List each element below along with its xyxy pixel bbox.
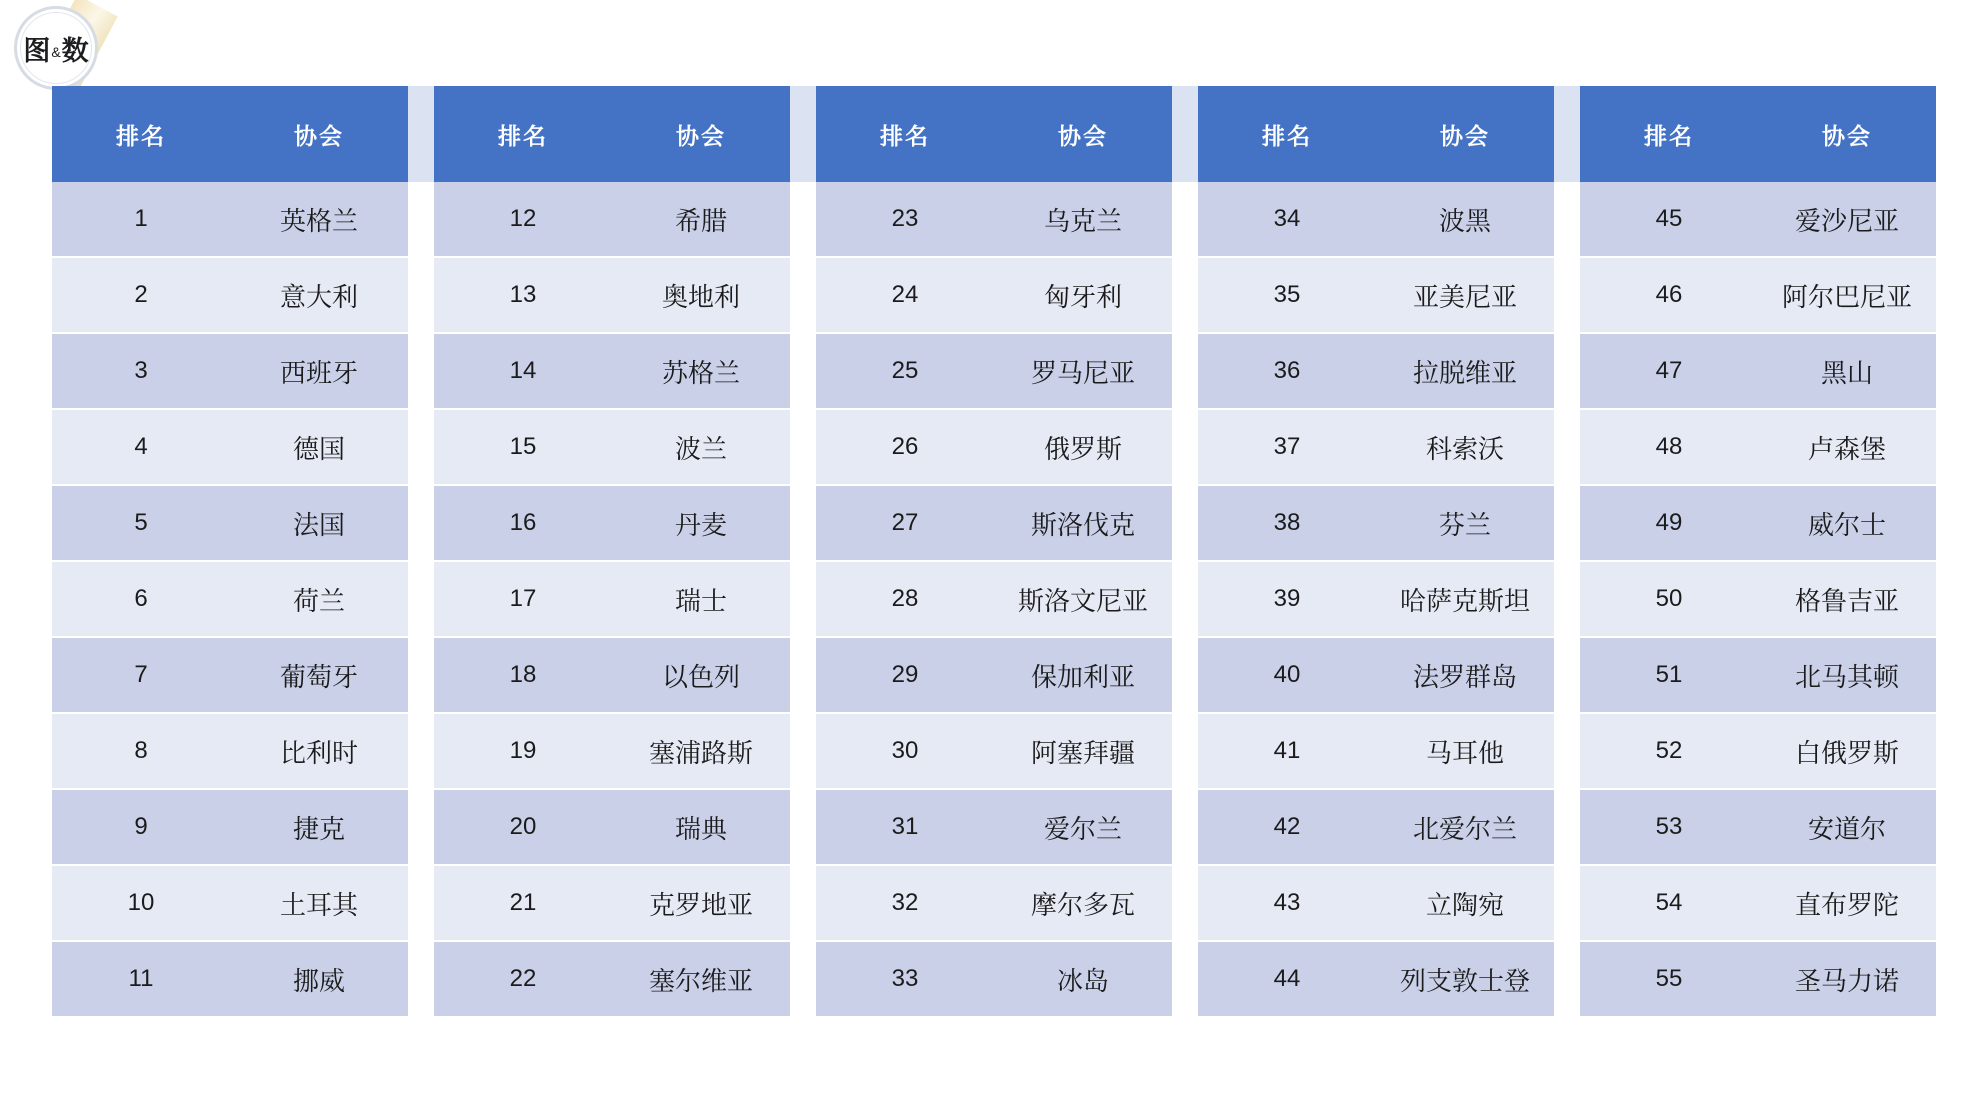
cell-association: 卢森堡 <box>1758 410 1936 486</box>
row-gap <box>790 486 816 562</box>
cell-rank: 9 <box>52 790 230 866</box>
row-gap <box>1554 790 1580 866</box>
cell-rank: 22 <box>434 942 612 1018</box>
cell-association: 以色列 <box>612 638 790 714</box>
row-gap <box>1554 486 1580 562</box>
row-gap <box>1172 182 1198 258</box>
table-header <box>52 86 1936 182</box>
cell-rank: 14 <box>434 334 612 410</box>
cell-association: 直布罗陀 <box>1758 866 1936 942</box>
cell-association: 乌克兰 <box>994 182 1172 258</box>
row-gap <box>790 410 816 486</box>
cell-association: 黑山 <box>1758 334 1936 410</box>
cell-association: 瑞典 <box>612 790 790 866</box>
cell-rank: 55 <box>1580 942 1758 1018</box>
cell-rank: 23 <box>816 182 994 258</box>
cell-rank: 30 <box>816 714 994 790</box>
cell-rank: 49 <box>1580 486 1758 562</box>
cell-rank: 34 <box>1198 182 1376 258</box>
cell-association: 英格兰 <box>230 182 408 258</box>
row-gap <box>1554 866 1580 942</box>
row-gap <box>408 714 434 790</box>
row-gap <box>408 410 434 486</box>
table-row <box>52 562 1936 638</box>
logo-text-left: 图 <box>23 35 51 66</box>
cell-rank: 52 <box>1580 714 1758 790</box>
row-gap <box>1172 334 1198 410</box>
header-rank-3: 排名 <box>816 86 994 182</box>
cell-rank: 11 <box>52 942 230 1018</box>
cell-rank: 29 <box>816 638 994 714</box>
cell-association: 哈萨克斯坦 <box>1376 562 1554 638</box>
cell-rank: 44 <box>1198 942 1376 1018</box>
cell-association: 北爱尔兰 <box>1376 790 1554 866</box>
cell-rank: 45 <box>1580 182 1758 258</box>
header-rank-1: 排名 <box>52 86 230 182</box>
cell-association: 克罗地亚 <box>612 866 790 942</box>
logo-text <box>14 6 98 90</box>
row-gap <box>790 258 816 334</box>
table-row <box>52 334 1936 410</box>
cell-rank: 46 <box>1580 258 1758 334</box>
cell-association: 荷兰 <box>230 562 408 638</box>
cell-association: 芬兰 <box>1376 486 1554 562</box>
cell-association: 挪威 <box>230 942 408 1018</box>
cell-rank: 50 <box>1580 562 1758 638</box>
cell-association: 立陶宛 <box>1376 866 1554 942</box>
cell-rank: 54 <box>1580 866 1758 942</box>
cell-association: 丹麦 <box>612 486 790 562</box>
cell-rank: 27 <box>816 486 994 562</box>
cell-rank: 16 <box>434 486 612 562</box>
cell-rank: 8 <box>52 714 230 790</box>
cell-rank: 24 <box>816 258 994 334</box>
cell-rank: 41 <box>1198 714 1376 790</box>
row-gap <box>408 638 434 714</box>
cell-association: 白俄罗斯 <box>1758 714 1936 790</box>
cell-rank: 43 <box>1198 866 1376 942</box>
cell-rank: 1 <box>52 182 230 258</box>
row-gap <box>1554 334 1580 410</box>
cell-association: 德国 <box>230 410 408 486</box>
cell-rank: 26 <box>816 410 994 486</box>
cell-rank: 32 <box>816 866 994 942</box>
row-gap <box>1554 258 1580 334</box>
cell-association: 奥地利 <box>612 258 790 334</box>
cell-rank: 15 <box>434 410 612 486</box>
cell-rank: 20 <box>434 790 612 866</box>
cell-association: 保加利亚 <box>994 638 1172 714</box>
header-association-3: 协会 <box>994 86 1172 182</box>
cell-rank: 33 <box>816 942 994 1018</box>
header-rank-5: 排名 <box>1580 86 1758 182</box>
row-gap <box>1554 942 1580 1018</box>
row-gap <box>408 182 434 258</box>
row-gap <box>790 942 816 1018</box>
cell-association: 波黑 <box>1376 182 1554 258</box>
cell-association: 冰岛 <box>994 942 1172 1018</box>
cell-rank: 10 <box>52 866 230 942</box>
cell-association: 摩尔多瓦 <box>994 866 1172 942</box>
row-gap <box>1172 714 1198 790</box>
cell-association: 捷克 <box>230 790 408 866</box>
cell-association: 土耳其 <box>230 866 408 942</box>
cell-rank: 4 <box>52 410 230 486</box>
cell-rank: 12 <box>434 182 612 258</box>
cell-association: 法国 <box>230 486 408 562</box>
cell-association: 罗马尼亚 <box>994 334 1172 410</box>
cell-association: 圣马力诺 <box>1758 942 1936 1018</box>
cell-association: 塞尔维亚 <box>612 942 790 1018</box>
cell-rank: 47 <box>1580 334 1758 410</box>
cell-rank: 31 <box>816 790 994 866</box>
row-gap <box>1554 410 1580 486</box>
table-row <box>52 410 1936 486</box>
row-gap <box>1172 790 1198 866</box>
table-row <box>52 790 1936 866</box>
table-row <box>52 942 1936 1018</box>
cell-association: 威尔士 <box>1758 486 1936 562</box>
row-gap <box>1172 638 1198 714</box>
cell-association: 爱沙尼亚 <box>1758 182 1936 258</box>
cell-association: 亚美尼亚 <box>1376 258 1554 334</box>
cell-rank: 28 <box>816 562 994 638</box>
header-gap <box>790 86 816 182</box>
cell-rank: 38 <box>1198 486 1376 562</box>
row-gap <box>790 638 816 714</box>
row-gap <box>790 182 816 258</box>
cell-rank: 18 <box>434 638 612 714</box>
row-gap <box>1554 714 1580 790</box>
cell-rank: 51 <box>1580 638 1758 714</box>
cell-association: 安道尔 <box>1758 790 1936 866</box>
header-gap <box>1554 86 1580 182</box>
cell-rank: 35 <box>1198 258 1376 334</box>
header-association-5: 协会 <box>1758 86 1936 182</box>
row-gap <box>1172 562 1198 638</box>
cell-association: 意大利 <box>230 258 408 334</box>
row-gap <box>408 790 434 866</box>
cell-rank: 42 <box>1198 790 1376 866</box>
logo-text-right: 数 <box>61 35 89 66</box>
table-body <box>52 182 1936 1018</box>
table-row <box>52 182 1936 258</box>
row-gap <box>1172 866 1198 942</box>
cell-rank: 39 <box>1198 562 1376 638</box>
cell-rank: 13 <box>434 258 612 334</box>
cell-rank: 5 <box>52 486 230 562</box>
table-row <box>52 258 1936 334</box>
row-gap <box>790 866 816 942</box>
row-gap <box>408 258 434 334</box>
table-header-row <box>52 86 1936 182</box>
cell-rank: 40 <box>1198 638 1376 714</box>
table-row <box>52 638 1936 714</box>
row-gap <box>1554 638 1580 714</box>
cell-association: 苏格兰 <box>612 334 790 410</box>
cell-rank: 2 <box>52 258 230 334</box>
cell-association: 科索沃 <box>1376 410 1554 486</box>
logo-text-amp: & <box>51 44 61 60</box>
row-gap <box>408 562 434 638</box>
header-association-1: 协会 <box>230 86 408 182</box>
header-gap <box>408 86 434 182</box>
row-gap <box>408 942 434 1018</box>
row-gap <box>790 790 816 866</box>
header-association-4: 协会 <box>1376 86 1554 182</box>
cell-rank: 3 <box>52 334 230 410</box>
row-gap <box>1554 562 1580 638</box>
cell-association: 拉脱维亚 <box>1376 334 1554 410</box>
row-gap <box>1172 258 1198 334</box>
cell-association: 俄罗斯 <box>994 410 1172 486</box>
logo <box>14 6 110 98</box>
header-association-2: 协会 <box>612 86 790 182</box>
cell-rank: 19 <box>434 714 612 790</box>
cell-association: 法罗群岛 <box>1376 638 1554 714</box>
cell-rank: 25 <box>816 334 994 410</box>
cell-association: 匈牙利 <box>994 258 1172 334</box>
row-gap <box>408 866 434 942</box>
cell-association: 西班牙 <box>230 334 408 410</box>
header-rank-2: 排名 <box>434 86 612 182</box>
cell-association: 斯洛文尼亚 <box>994 562 1172 638</box>
row-gap <box>408 486 434 562</box>
cell-association: 马耳他 <box>1376 714 1554 790</box>
table-row <box>52 486 1936 562</box>
cell-association: 希腊 <box>612 182 790 258</box>
table-row <box>52 714 1936 790</box>
cell-association: 斯洛伐克 <box>994 486 1172 562</box>
header-gap <box>1172 86 1198 182</box>
row-gap <box>408 334 434 410</box>
cell-association: 塞浦路斯 <box>612 714 790 790</box>
cell-association: 北马其顿 <box>1758 638 1936 714</box>
row-gap <box>1172 486 1198 562</box>
cell-rank: 6 <box>52 562 230 638</box>
cell-association: 波兰 <box>612 410 790 486</box>
cell-rank: 17 <box>434 562 612 638</box>
cell-association: 格鲁吉亚 <box>1758 562 1936 638</box>
cell-association: 爱尔兰 <box>994 790 1172 866</box>
header-rank-4: 排名 <box>1198 86 1376 182</box>
row-gap <box>790 714 816 790</box>
row-gap <box>790 562 816 638</box>
cell-association: 列支敦士登 <box>1376 942 1554 1018</box>
row-gap <box>790 334 816 410</box>
cell-rank: 48 <box>1580 410 1758 486</box>
cell-association: 阿塞拜疆 <box>994 714 1172 790</box>
cell-rank: 36 <box>1198 334 1376 410</box>
cell-association: 阿尔巴尼亚 <box>1758 258 1936 334</box>
row-gap <box>1172 410 1198 486</box>
ranking-table-area <box>52 86 1932 1018</box>
cell-rank: 7 <box>52 638 230 714</box>
cell-association: 葡萄牙 <box>230 638 408 714</box>
row-gap <box>1554 182 1580 258</box>
cell-rank: 53 <box>1580 790 1758 866</box>
table-row <box>52 866 1936 942</box>
cell-association: 比利时 <box>230 714 408 790</box>
ranking-table <box>52 86 1936 1018</box>
row-gap <box>1172 942 1198 1018</box>
cell-rank: 37 <box>1198 410 1376 486</box>
cell-association: 瑞士 <box>612 562 790 638</box>
cell-rank: 21 <box>434 866 612 942</box>
